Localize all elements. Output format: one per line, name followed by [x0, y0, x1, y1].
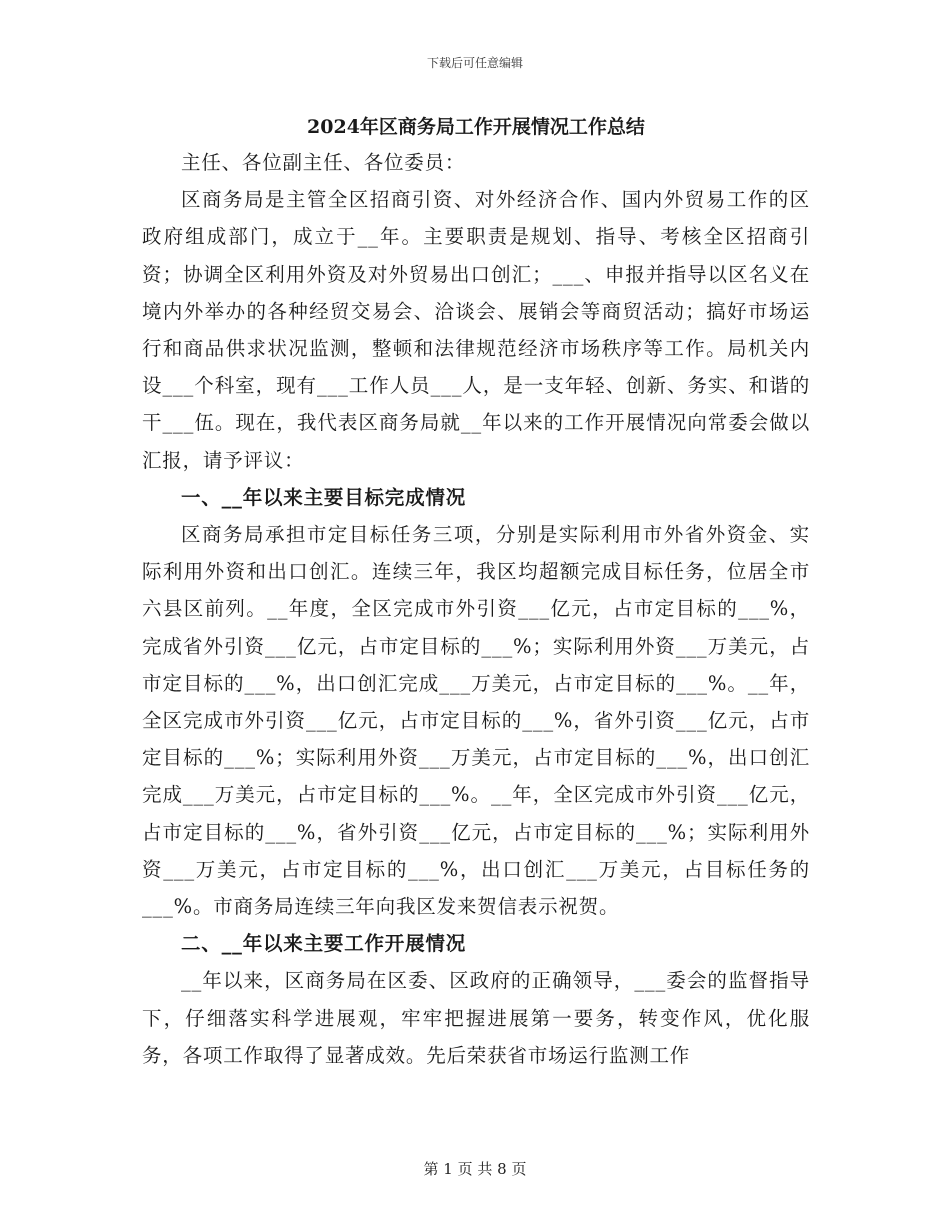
- document-body: [142, 112, 810, 1074]
- section-heading-2: 二、__年以来主要工作开展情况: [181, 932, 466, 956]
- salutation: 主任、各位副主任、各位委员：: [181, 151, 466, 174]
- section-heading-1: 一、__年以来主要目标完成情况: [181, 485, 466, 509]
- document-title: 2024年区商务局工作开展情况工作总结: [307, 116, 645, 138]
- page-footer: 第 1 页 共 8 页: [423, 1160, 527, 1178]
- section-2-paragraph: __年以来，区商务局在区委、区政府的正确领导，___委会的监督指导下，仔细落实科学进展观，牢牢把握进展第一要务，转变作风，优化服务，各项工作取得了显著成效。先后荣获省市场运行监测工作: [142, 969, 810, 1067]
- intro-paragraph: 区商务局是主管全区招商引资、对外经济合作、国内外贸易工作的区政府组成部门，成立于__年。主要职责是规划、指导、考核全区招商引资；协调全区利用外资及对外贸易出口创汇；___、申报并指导以区名义在境内外举办的各种经贸交易会、洽谈会、展销会等商贸活动；搞好市场运行和商品供求状况监测，整顿和法律规范经济市场秩序等工作。局机关内设___个科室，现有___工作人员___人，是一支年轻、创新、务实、和谐的干___伍。现在，我代表区商务局就__年以来的工作开展情况向常委会做以汇报，请予评议：: [142, 188, 810, 472]
- section-1-paragraph: 区商务局承担市定目标任务三项，分别是实际利用市外省外资金、实际利用外资和出口创汇。连续三年，我区均超额完成目标任务，位居全市六县区前列。__年度，全区完成市外引资___亿元，占市定目标的___%，完成省外引资___亿元，占市定目标的___%；实际利用外资___万美元，占市定目标的___%，出口创汇完成___万美元，占市定目标的___%。__年，全区完成市外引资___亿元，占市定目标的___%，省外引资___亿元，占市定目标的___%；实际利用外资___万美元，占市定目标的___%，出口创汇完成___万美元，占市定目标的___%。__年，全区完成市外引资___亿元，占市定目标的___%，省外引资___亿元，占市定目标的___%；实际利用外资___万美元，占市定目标的___%，出口创汇___万美元，占目标任务的___%。市商务局连续三年向我区发来贺信表示祝贺。: [142, 523, 810, 919]
- page-header: 下载后可任意编辑: [426, 56, 523, 70]
